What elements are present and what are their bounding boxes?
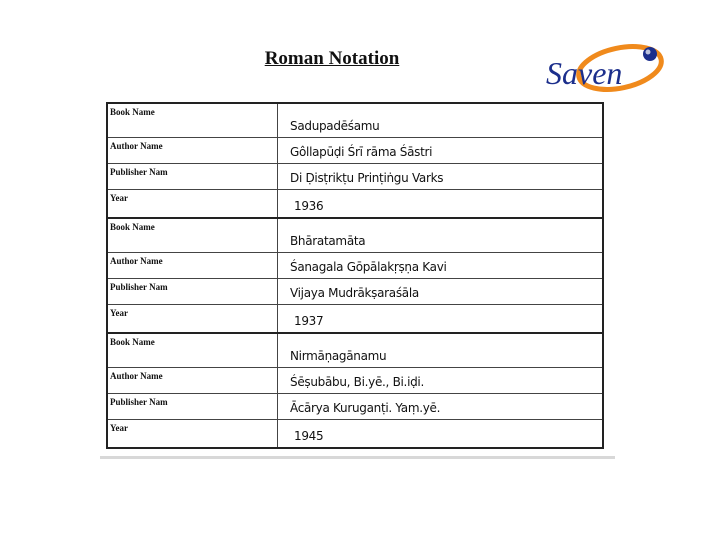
field-value: Di Ḍisṭrikṭu Prinṭiṅgu Varks xyxy=(290,171,444,185)
field-label: Year xyxy=(108,190,278,217)
field-label: Publisher Nam xyxy=(108,279,278,304)
logo-text: Saven xyxy=(546,55,623,91)
field-label: Author Name xyxy=(108,368,278,393)
field-label: Year xyxy=(108,305,278,332)
field-label: Author Name xyxy=(108,138,278,163)
field-label: Author Name xyxy=(108,253,278,278)
field-value: Gôllapūḍi Śrī rāma Śāstri xyxy=(290,145,433,159)
field-value: Nirmāṇagānamu xyxy=(290,349,387,363)
bottom-divider xyxy=(100,456,615,459)
field-value: 1937 xyxy=(294,314,324,328)
field-label: Publisher Nam xyxy=(108,394,278,419)
records-table xyxy=(106,102,604,449)
field-value: Ācārya Kuruganṭi. Yaṃ.yē. xyxy=(290,401,441,415)
field-label: Book Name xyxy=(108,104,278,137)
field-value: Sadupadēśamu xyxy=(290,119,380,133)
field-value: Vijaya Mudrākṣaraśāla xyxy=(290,286,419,300)
field-value: Bhāratamāta xyxy=(290,234,366,248)
field-value: 1936 xyxy=(294,199,324,213)
field-value: Śēṣubābu, Bi.yē., Bi.iḍi. xyxy=(290,375,424,389)
record-2 xyxy=(106,217,604,332)
saven-logo xyxy=(540,40,670,98)
field-label: Publisher Nam xyxy=(108,164,278,189)
field-label: Book Name xyxy=(108,219,278,252)
field-label: Book Name xyxy=(108,334,278,367)
page-title: Roman Notation xyxy=(264,48,400,69)
field-value: 1945 xyxy=(294,429,324,443)
field-label: Year xyxy=(108,420,278,447)
record-1 xyxy=(106,102,604,217)
field-value: Śanagala Gōpālakṛṣṇa Kavi xyxy=(290,260,447,274)
record-3 xyxy=(106,332,604,449)
